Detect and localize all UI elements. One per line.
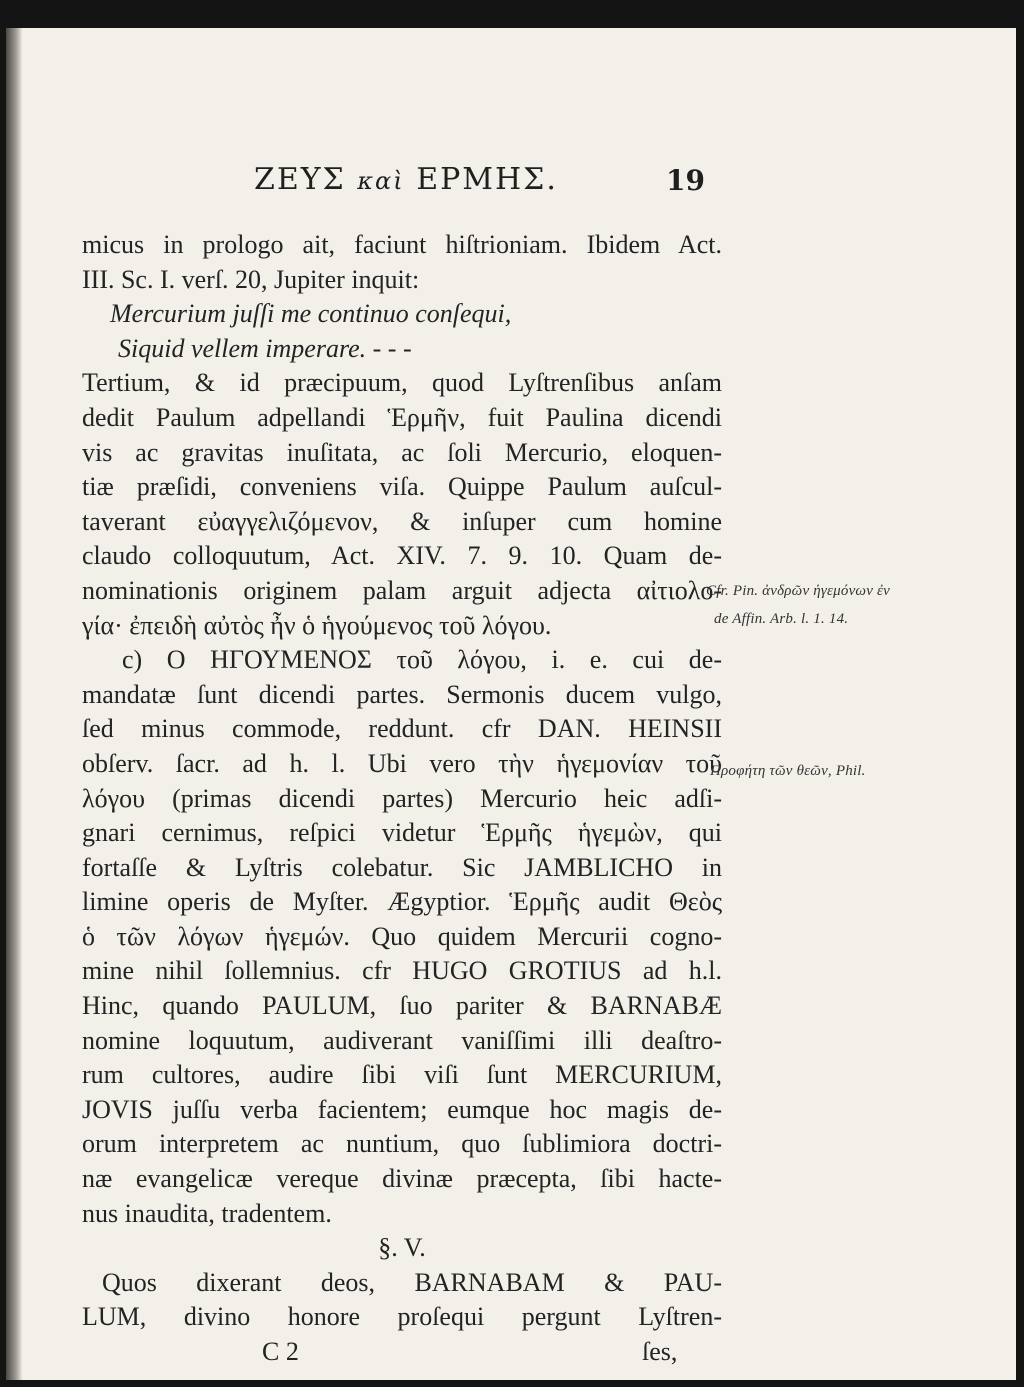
- running-head-post: ΕΡΜΗΣ.: [404, 162, 558, 197]
- running-head: [254, 162, 558, 197]
- footnote-line: Hinc, quando PAULUM, ſuo pariter & BARNABÆ: [82, 991, 722, 1021]
- text-line: Tertium, & id præcipuum, quod Lyſtrenſibus anſam: [82, 368, 722, 398]
- page-footer: [82, 1335, 722, 1370]
- footnote-line: λόγου (primas dicendi partes) Mercurio heic adſi-: [82, 783, 722, 813]
- footnote-line: obſerv. ſacr. ad h. l. Ubi vero τὴν ἡγεμονίαν τοῦ: [82, 748, 722, 778]
- verse-line: Mercurium juſſi me continuo conſequi,: [110, 299, 512, 329]
- text-line: vis ac gravitas inuſitata, ac ſoli Mercurio, eloquen-: [82, 437, 722, 467]
- footnote-line: mine nihil ſollemnius. cfr HUGO GROTIUS ad h.l.: [82, 956, 722, 986]
- footnote-line: nus inaudita, tradentem.: [82, 1198, 332, 1228]
- footnote-line: c) Ο ΗΓΟΥΜΕΝΟΣ τοῦ λόγου, i. e. cui de-: [122, 645, 722, 675]
- footnote-line: rum cultores, audire ſibi viſi ſunt MERCURIUM,: [82, 1060, 722, 1090]
- running-head-pre: ΖΕΥΣ: [254, 162, 358, 197]
- footnote-line: mandatæ ſunt dicendi partes. Sermonis ducem vulgo,: [82, 679, 722, 709]
- text-line: III. Sc. I. verſ. 20, Jupiter inquit:: [82, 264, 420, 294]
- body-text: [82, 228, 722, 1370]
- text-line: taverant εὐαγγελιζόμενον, & inſuper cum homine: [82, 506, 722, 536]
- footnote-line: nomine loquutum, audiverant vaniſſimi illi deaſtro-: [82, 1025, 722, 1055]
- footnote-line: limine operis de Myſter. Ægyptior. Ἑρμῆς audit Θεὸς: [82, 887, 722, 917]
- footnote-line: næ evangelicæ vereque divinæ præcepta, ſibi hacte-: [82, 1164, 722, 1194]
- section-heading: §. V.: [378, 1233, 426, 1263]
- page-number: 19: [666, 164, 705, 197]
- footnote-line: ſed minus commode, reddunt. cfr DAN. HEINSII: [82, 714, 722, 744]
- text-line: nominationis originem palam arguit adjecta αἰτιολο-: [82, 575, 722, 605]
- margin-note: de Affin. Arb. l. 1. 14.: [714, 611, 849, 627]
- book-spine-shadow: [6, 28, 22, 1380]
- book-page: [6, 28, 1016, 1380]
- footnote-line: gnari cernimus, reſpici videtur Ἑρμῆς ἡγεμὼν, qui: [82, 818, 722, 848]
- running-head-kai: καὶ: [357, 167, 405, 195]
- text-line: dedit Paulum adpellandi Ἑρμῆν, fuit Paulina dicendi: [82, 402, 722, 432]
- catchword: ſes,: [642, 1337, 678, 1366]
- text-line: claudo colloquutum, Act. XIV. 7. 9. 10. Quam de-: [82, 541, 722, 571]
- footnote-line: orum interpretem ac nuntium, quo ſublimiora doctri-: [82, 1129, 722, 1159]
- text-line: γία· ἐπειδὴ αὐτὸς ἦν ὁ ἡγούμενος τοῦ λόγου.: [82, 610, 552, 640]
- margin-note: Προφήτη τῶν θεῶν, Phil.: [710, 763, 866, 779]
- footnote-line: JOVIS juſſu verba facientem; eumque hoc magis de-: [82, 1094, 722, 1124]
- text-line: micus in prologo ait, faciunt hiſtrioniam. Ibidem Act.: [82, 230, 722, 259]
- footnote-line: fortaſſe & Lyſtris colebatur. Sic JAMBLICHO in: [82, 852, 722, 882]
- signature-mark: C 2: [262, 1337, 299, 1366]
- text-line: Quos dixerant deos, BARNABAM & PAU-: [102, 1267, 722, 1297]
- footnote-line: ὁ τῶν λόγων ἡγεμών. Quo quidem Mercurii cogno-: [82, 921, 722, 951]
- text-line: tiæ præſidi, conveniens viſa. Quippe Paulum auſcul-: [82, 472, 722, 502]
- text-line: LUM, divino honore proſequi pergunt Lyſtren-: [82, 1302, 722, 1332]
- verse-line: Siquid vellem imperare. - - -: [118, 333, 412, 363]
- page-header: [6, 160, 1016, 210]
- margin-note: Cfr. Pin. ἀνδρῶν ἡγεμόνων ἐν: [706, 583, 890, 599]
